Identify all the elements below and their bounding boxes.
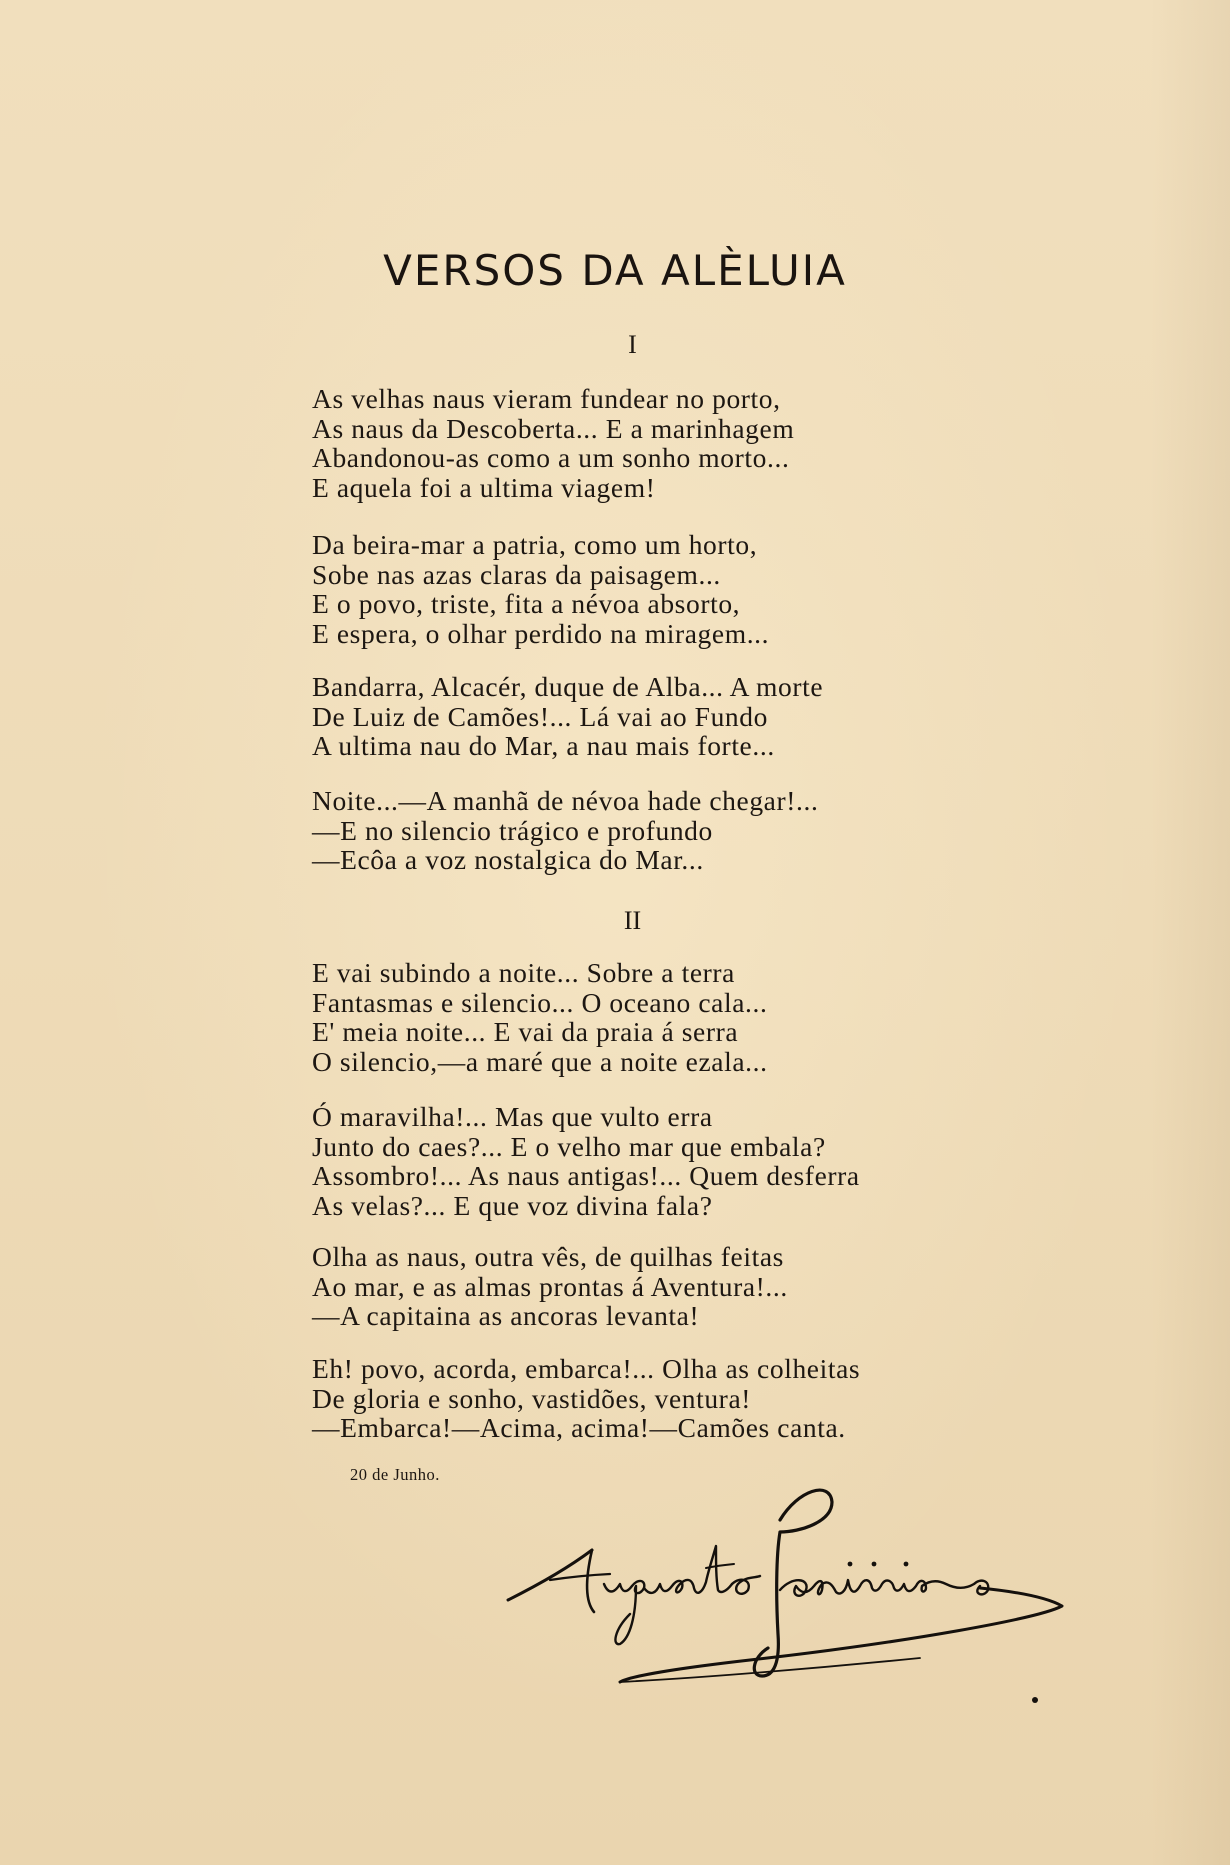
verse-line: E o povo, triste, fita a névoa absorto, [312, 588, 741, 619]
verse-line: De gloria e sonho, vastidões, ventura! [312, 1382, 752, 1414]
verse-line: E espera, o olhar perdido na miragem... [312, 617, 770, 649]
verse-line: Olha as naus, outra vês, de quilhas feitas [312, 1241, 784, 1272]
verse-line: Bandarra, Alcacér, duque de Alba... A morte [312, 671, 824, 702]
verse-line: E aquela foi a ultima viagem! [312, 471, 656, 503]
verse-line: As velhas naus vieram fundear no porto, [312, 383, 781, 414]
verse-line: Fantasmas e silencio... O oceano cala... [312, 986, 768, 1018]
verse-line: Ao mar, e as almas prontas á Aventura!... [312, 1270, 788, 1302]
verse-line: O silencio,—a maré que a noite ezala... [312, 1045, 768, 1077]
verse-line: As velas?... E que voz divina fala? [312, 1189, 713, 1221]
verse-line: E vai subindo a noite... Sobre a terra [312, 957, 735, 988]
verse-line: —Embarca!—Acima, acima!—Camões canta. [312, 1412, 846, 1443]
section-numeral-1: I [628, 330, 637, 359]
stanza [312, 786, 992, 875]
verse-line: Da beira-mar a patria, como um horto, [312, 529, 758, 560]
verse-line: As naus da Descoberta... E a marinhagem [312, 412, 795, 444]
verse-line: Abandonou-as como a um sonho morto... [312, 442, 790, 473]
verse-line: De Luiz de Camões!... Lá vai ao Fundo [312, 700, 768, 732]
stanza [312, 958, 992, 1076]
section-numeral-2: II [623, 906, 642, 935]
verse-line: Junto do caes?... E o velho mar que embala? [312, 1130, 826, 1162]
verse-line: Sobe nas azas claras da paisagem... [312, 558, 721, 590]
verse-line: Assombro!... As naus antigas!... Quem desferra [312, 1160, 860, 1191]
stanza [312, 530, 992, 648]
stanza [312, 1242, 992, 1331]
verse-line: E' meia noite... E vai da praia á serra [312, 1016, 739, 1047]
stanza [312, 672, 992, 761]
stanza [312, 1354, 992, 1443]
verse-line: Ó maravilha!... Mas que vulto erra [312, 1101, 713, 1132]
signature-icon [480, 1480, 1080, 1720]
verse-line: —Ecôa a voz nostalgica do Mar... [312, 844, 704, 875]
verse-line: —A capitaina as ancoras levanta! [312, 1300, 700, 1331]
stanza [312, 384, 992, 502]
verse-line: Noite...—A manhã de névoa hade chegar!... [312, 785, 819, 816]
verse-line: A ultima nau do Mar, a nau mais forte... [312, 730, 775, 761]
verse-line: Eh! povo, acorda, embarca!... Olha as colheitas [312, 1353, 861, 1384]
author-signature [480, 1480, 1080, 1720]
poem-title: VERSOS DA ALÈLUIA [383, 246, 847, 295]
verse-line: —E no silencio trágico e profundo [312, 814, 713, 846]
poem-date: 20 de Junho. [350, 1465, 440, 1484]
stanza [312, 1102, 992, 1220]
